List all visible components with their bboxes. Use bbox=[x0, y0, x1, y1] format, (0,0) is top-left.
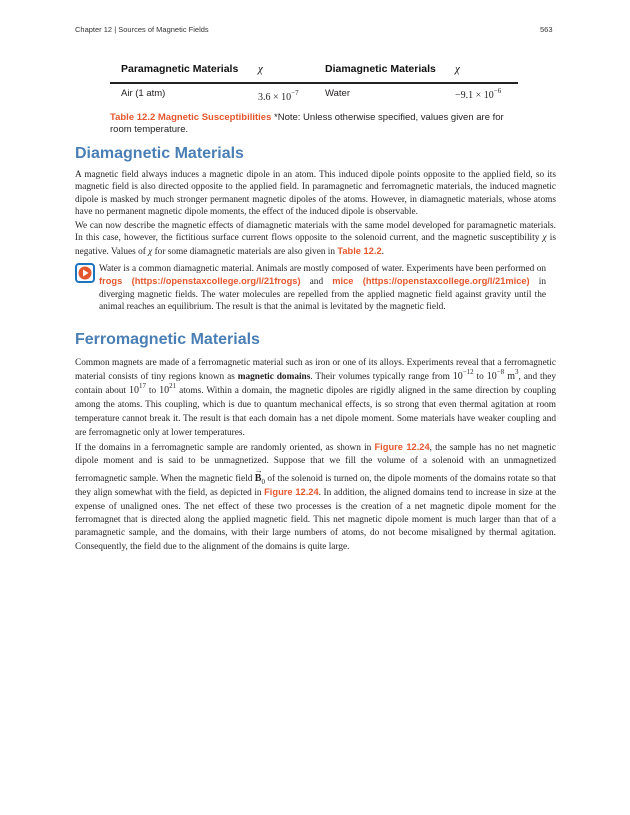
table-header-chi-2: χ bbox=[455, 63, 460, 75]
link-figure-12-24-b[interactable]: Figure 12.24 bbox=[264, 487, 319, 498]
table-header-diamagnetic: Diamagnetic Materials bbox=[325, 63, 436, 75]
table-cell-dia-material: Water bbox=[325, 88, 350, 99]
running-header: Chapter 12 | Sources of Magnetic Fields bbox=[75, 25, 209, 34]
table-cell-para-value: $3.6 \times 10^{-7}$ bbox=[258, 89, 299, 103]
table-caption: Table 12.2 Magnetic Susceptibilities *Note: Unless otherwise specified, values given are for room temperature. bbox=[110, 112, 504, 135]
page-number: 563 bbox=[540, 25, 553, 34]
link-frogs[interactable]: frogs (https://openstaxcollege.org/l/21frogs) bbox=[99, 276, 301, 287]
play-media-icon bbox=[75, 263, 95, 283]
table-caption-label: Table 12.2 Magnetic Susceptibilities bbox=[110, 112, 272, 123]
table-cell-dia-value: $-9.1 \times 10^{-6}$ bbox=[455, 87, 502, 101]
media-note: Water is a common diamagnetic material. Animals are mostly composed of water. Experiments have been performed on frogs (https://openstaxcollege.org/l/21frogs) and mice (https://openstaxcollege.org/l/21mice) in diverging magnetic fields. The water molecules are repelled from the applied magnetic field against gravity until the animal reaches an equilibrium. The result is that the animal is levitated by the magnetic field. bbox=[99, 264, 547, 312]
table-header-rule bbox=[110, 82, 518, 84]
paragraph-ferromagnetic-1: Common magnets are made of a ferromagnetic material such as iron or one of its alloys. Experiments reveal that a ferromagnetic material consists of tiny regions known as magnetic domains. Their volumes typically range from $10^{-12}$ to $10^{-8}$ $m^3$, and they contain about $10^{17}$ to $10^{21}$ atoms. Within a domain, the magnetic dipoles are rigidly aligned in the same direction by coupling among the atoms. This coupling, which is due to quantum mechanical effects, is so strong that even thermal agitation at room temperature cannot break it. The result is that each domain has a net dipole moment. Some materials have weaker coupling and are ferromagnetic only at lower temperatures. bbox=[75, 358, 557, 438]
link-mice[interactable]: mice (https://openstaxcollege.org/l/21mice) bbox=[332, 276, 530, 287]
link-figure-12-24-a[interactable]: Figure 12.24 bbox=[374, 442, 430, 452]
link-table-12-2[interactable]: Table 12.2 bbox=[337, 245, 382, 256]
paragraph-diamagnetic-2: We can now describe the magnetic effects of diamagnetic materials with the same model developed for paramagnetic materials. In this case, however, the fictitious surface current flows opposite to the solenoid current, and the magnetic susceptibility χ is negative. Values of χ for some diamagnetic materials are also given in Table 12.2. bbox=[75, 221, 556, 257]
paragraph-ferromagnetic-2: If the domains in a ferromagnetic sample are randomly oriented, as shown in Figure 12.24, the sample has no net magnetic dipole moment and is said to be unmagnetized. Suppose that we fill the volume of a solenoid with an unmagnetized ferromagnetic sample. When the magnetic field → $B_0$ of the solenoid is turned on, the dipole moments of the domains rotate so that they align somewhat with the field, as depicted in Figure 12.24. In addition, the aligned domains tend to increase in size at the expense of unaligned ones. The net effect of these two processes is the creation of a net magnetic dipole moment for the ferromagnet that is directed along the applied magnetic field. This net magnetic dipole moment is much larger than that of a paramagnetic sample, and the domains, with their large numbers of atoms, do not become misaligned by thermal agitation. Consequently, the field due to the alignment of the domains is quite large. bbox=[75, 442, 556, 552]
paragraph-diamagnetic-1: A magnetic field always induces a magnetic dipole in an atom. This induced dipole points opposite to the applied field, so its magnetic field is also directed opposite to the applied field. In paramagnetic and ferromagnetic materials, the induced magnetic dipole is masked by much stronger permanent magnetic dipoles of the atoms. However, in diamagnetic materials, whose atoms have no permanent magnetic dipole moments, the effect of the induced dipole is observable. bbox=[75, 170, 556, 217]
table-cell-para-material: Air (1 atm) bbox=[121, 88, 166, 99]
table-header-chi-1: χ bbox=[258, 63, 263, 75]
heading-ferromagnetic: Ferromagnetic Materials bbox=[75, 331, 260, 348]
b0-symbol: → $B_0$ bbox=[254, 465, 265, 486]
heading-diamagnetic: Diamagnetic Materials bbox=[75, 145, 244, 162]
table-header-paramagnetic: Paramagnetic Materials bbox=[121, 63, 239, 75]
